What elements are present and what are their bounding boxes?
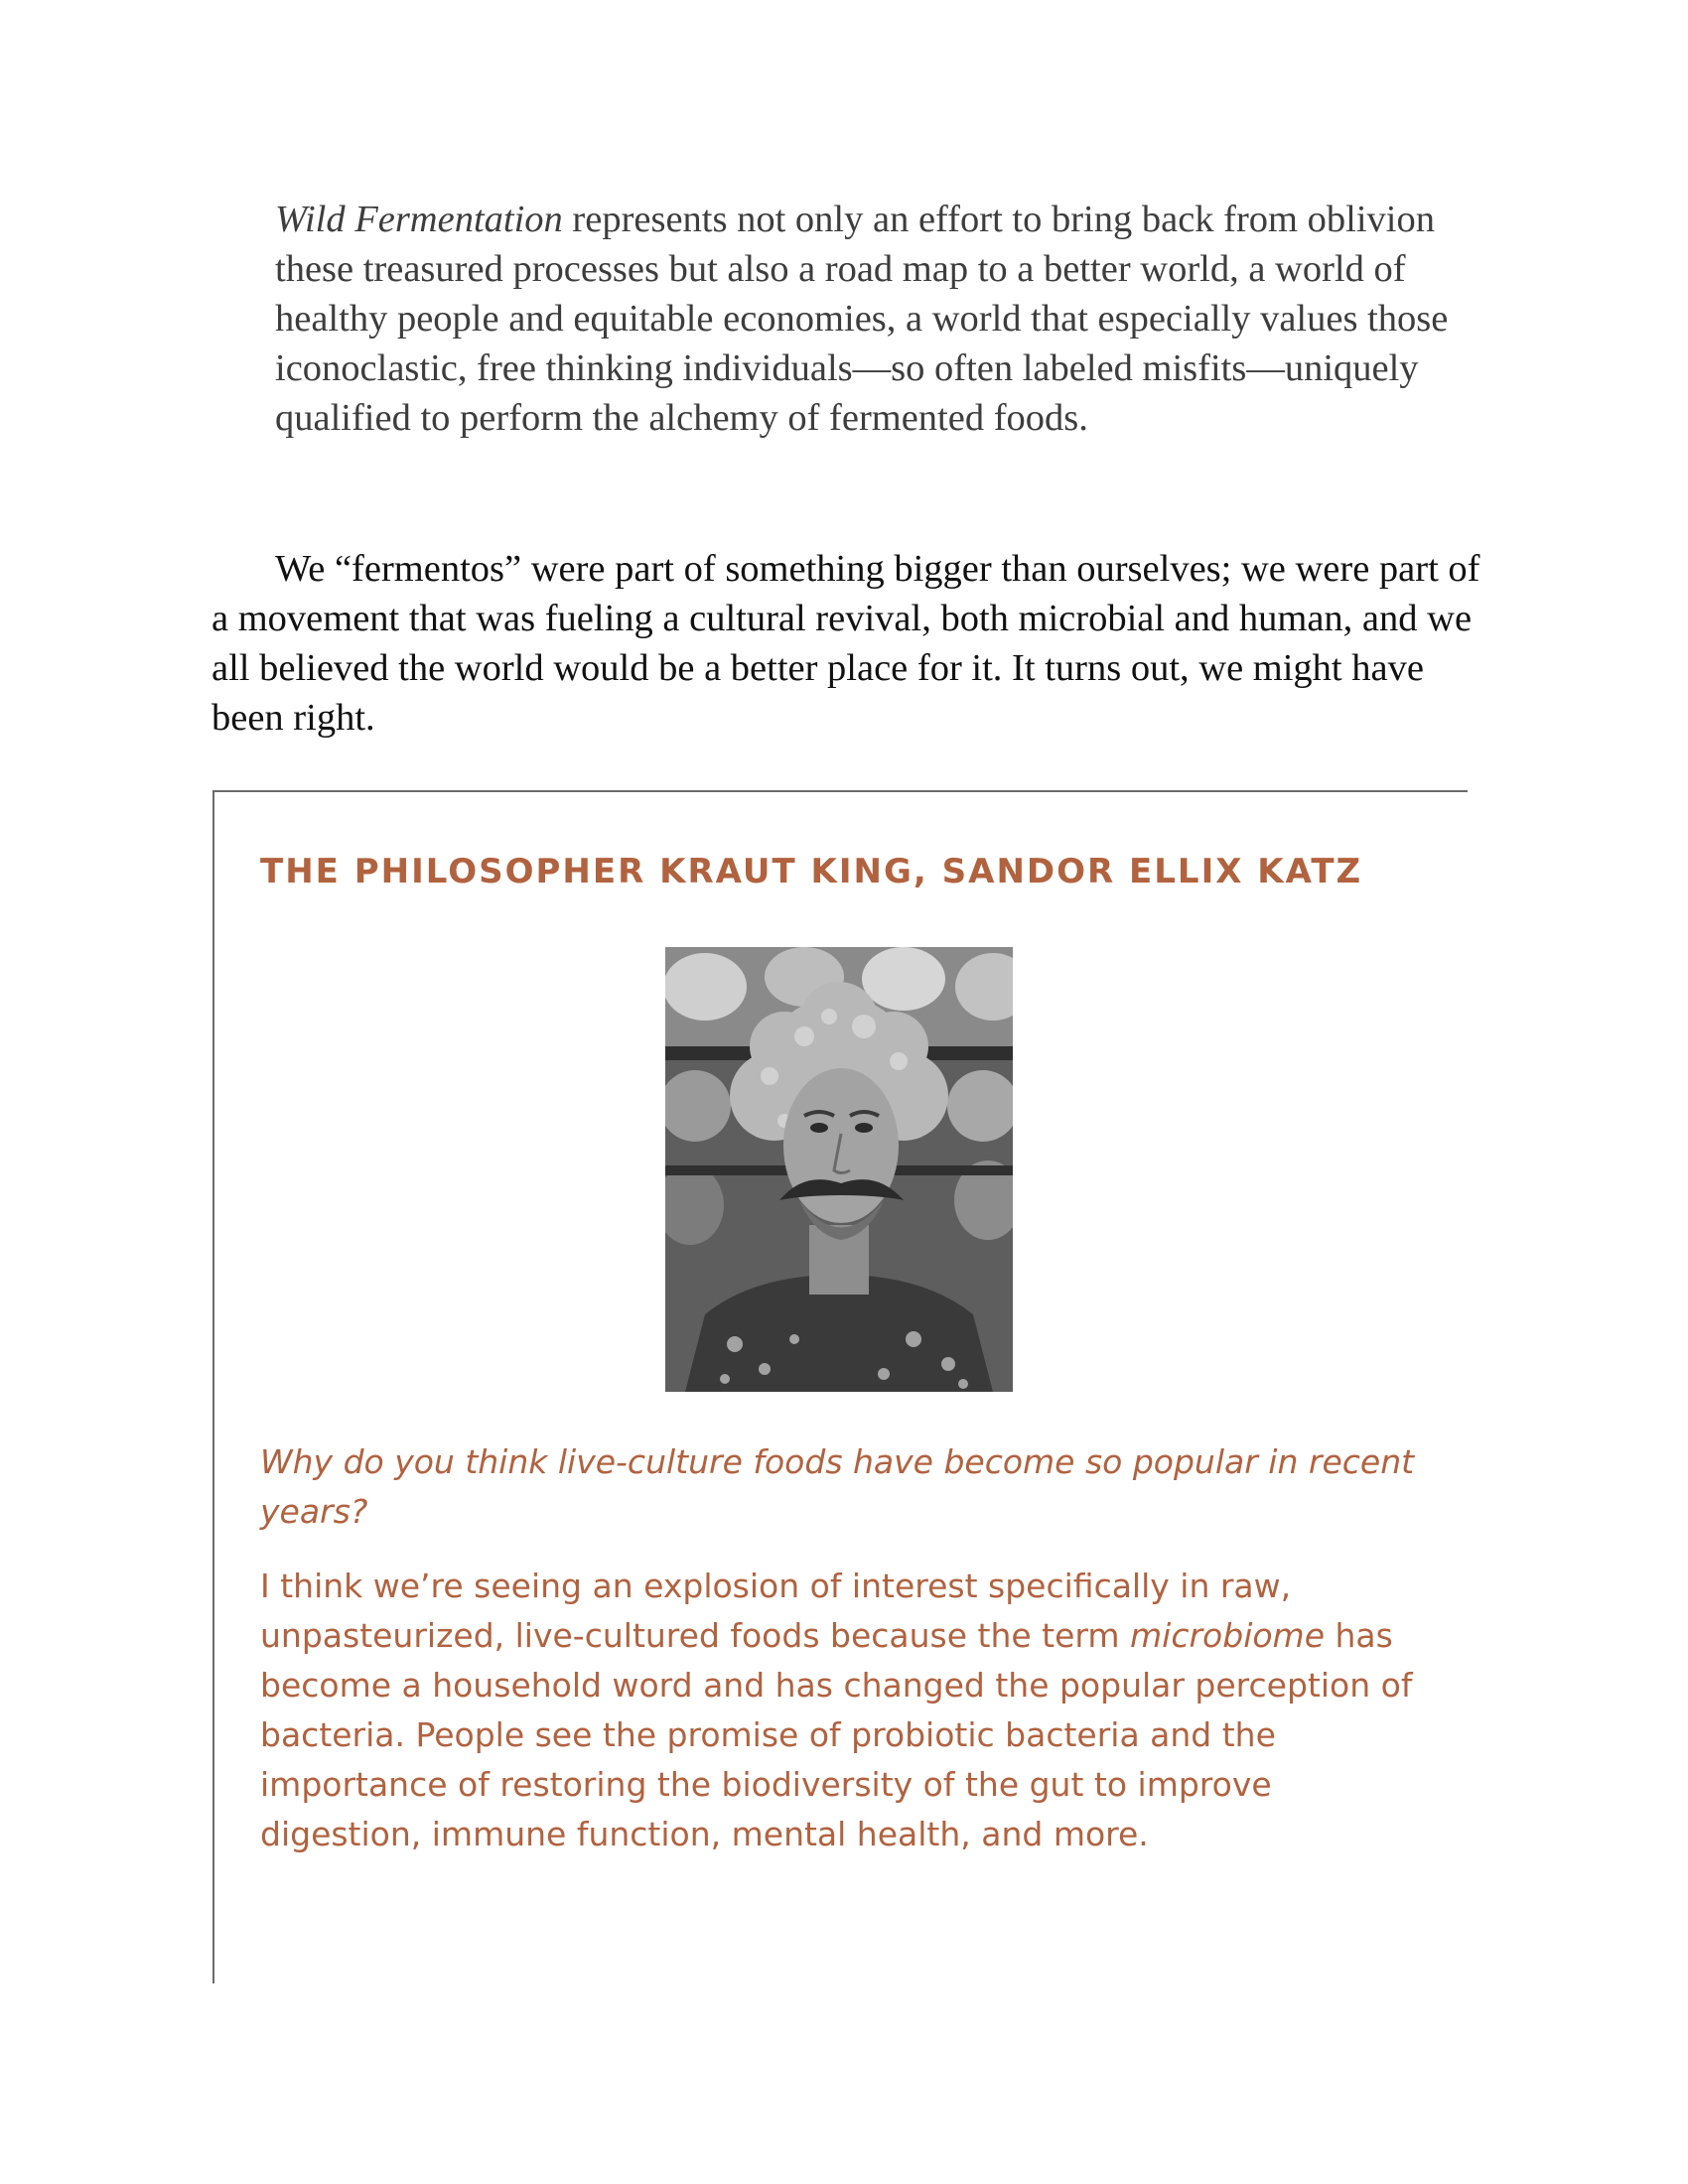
block-quote-excerpt (275, 195, 1457, 443)
sidebar-top-rule (212, 790, 1468, 792)
answer-text-part1: I think we’re seeing an explosion of interest specifically in raw, unpasteurized, live-cultured foods because the term (260, 1567, 1292, 1655)
sidebar-title: THE PHILOSOPHER KRAUT KING, SANDOR ELLIX KATZ (260, 852, 1363, 891)
sidebar-left-rule (212, 790, 214, 1983)
interview-answer (260, 1562, 1442, 1859)
block-quote-text: represents not only an effort to bring back from oblivion these treasured processes but also a road map to a better world, a world of healthy people and equitable economies, a world that especially values those iconoclastic, free thinking individuals—so often labeled misfits—uniquely qualified to perform the alchemy of fermented foods. (275, 199, 1449, 439)
portrait-photo (665, 947, 1013, 1392)
book-title-italic: Wild Fermentation (275, 199, 563, 240)
body-paragraph: We “fermentos” were part of something bigger than ourselves; we were part of a movement that was fueling a cultural revival, both microbial and human, and we all believed the world would be a better place for it. It turns out, we might have been right. (211, 548, 1480, 739)
interview-question: Why do you think live-culture foods have become so popular in recent years? (260, 1442, 1415, 1531)
answer-italic-term: microbiome (1130, 1616, 1326, 1655)
answer-text-part2: has become a household word and has changed the popular perception of bacteria. People see the promise of probiotic bacteria and the importance of restoring the biodiversity of the gut to improve digestion, immune function, mental health, and more. (260, 1616, 1413, 1853)
portrait-illustration (665, 947, 1013, 1392)
